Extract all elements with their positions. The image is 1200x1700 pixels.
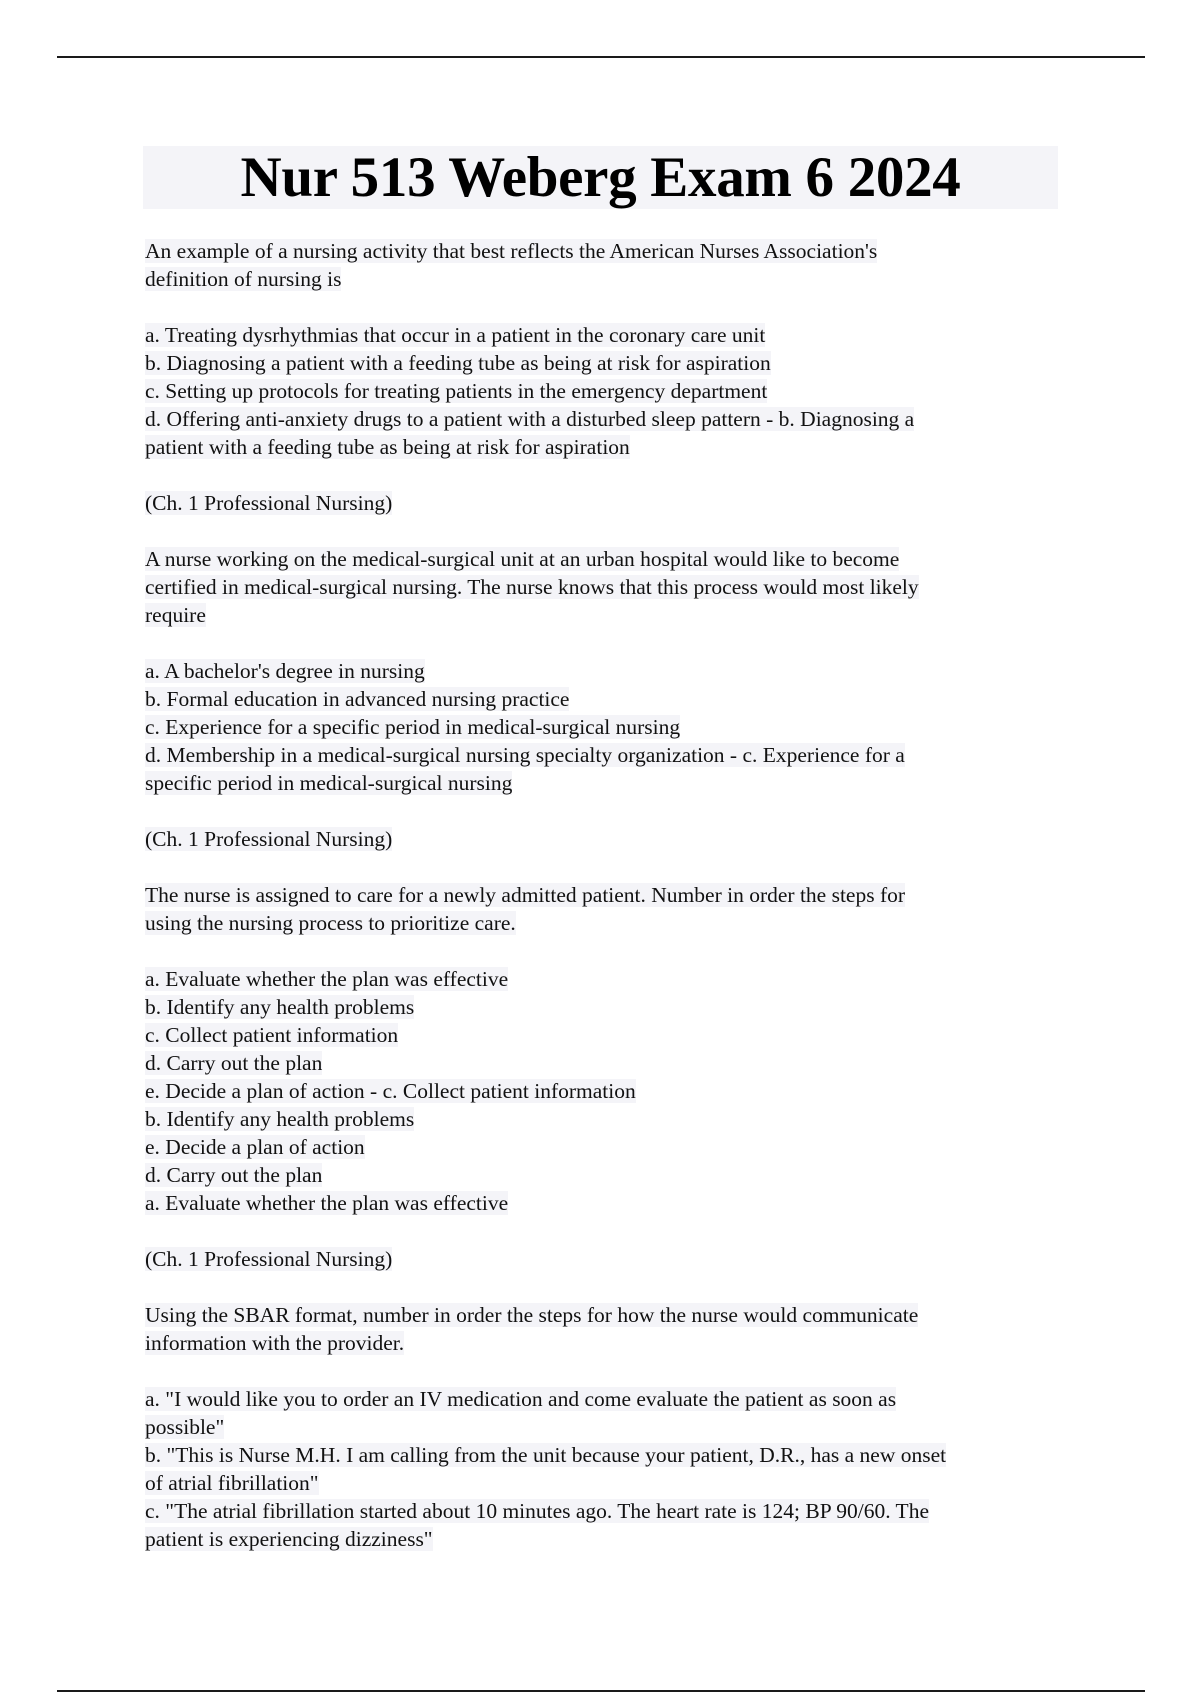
text-line [145, 1525, 1060, 1553]
text-line-content: b. Diagnosing a patient with a feeding tube as being at risk for aspiration [145, 351, 771, 375]
text-line-content: Using the SBAR format, number in order the steps for how the nurse would communicate [145, 1303, 919, 1327]
text-line-content: (Ch. 1 Professional Nursing) [145, 827, 393, 851]
text-line [145, 433, 1060, 461]
text-line [145, 405, 1060, 433]
text-line-content: e. Decide a plan of action - c. Collect patient information [145, 1079, 636, 1103]
text-line-content: (Ch. 1 Professional Nursing) [145, 491, 393, 515]
text-block [145, 1245, 1060, 1273]
text-line [145, 601, 1060, 629]
text-line [145, 573, 1060, 601]
text-line [145, 349, 1060, 377]
text-block [145, 237, 1060, 293]
text-line-content: a. A bachelor's degree in nursing [145, 659, 425, 683]
text-line [145, 1105, 1060, 1133]
text-line [145, 685, 1060, 713]
text-block [145, 545, 1060, 629]
text-line-content: patient is experiencing dizziness" [145, 1527, 433, 1551]
text-block [145, 321, 1060, 461]
text-line-content: b. "This is Nurse M.H. I am calling from the unit because your patient, D.R., has a new onset [145, 1443, 947, 1467]
text-line-content: a. Evaluate whether the plan was effective [145, 1191, 509, 1215]
text-line [145, 1441, 1060, 1469]
text-line [145, 489, 1060, 517]
text-line-content: a. Evaluate whether the plan was effective [145, 967, 509, 991]
text-block [145, 489, 1060, 517]
text-line [145, 769, 1060, 797]
text-line [145, 657, 1060, 685]
text-line [145, 1301, 1060, 1329]
text-line [145, 1021, 1060, 1049]
text-line [145, 1133, 1060, 1161]
text-line-content: b. Identify any health problems [145, 1107, 415, 1131]
text-line-content: d. Carry out the plan [145, 1051, 323, 1075]
text-line-content: patient with a feeding tube as being at risk for aspiration [145, 435, 630, 459]
text-line [145, 713, 1060, 741]
text-block [145, 881, 1060, 937]
top-rule [57, 56, 1145, 58]
text-line [145, 825, 1060, 853]
text-line-content: A nurse working on the medical-surgical unit at an urban hospital would like to become [145, 547, 900, 571]
text-line [145, 545, 1060, 573]
text-line-content: c. Experience for a specific period in medical-surgical nursing [145, 715, 681, 739]
text-line-content: c. Collect patient information [145, 1023, 399, 1047]
text-line [145, 1077, 1060, 1105]
text-line-content: information with the provider. [145, 1331, 405, 1355]
text-line [145, 965, 1060, 993]
text-line-content: certified in medical-surgical nursing. The nurse knows that this process would most likely [145, 575, 919, 599]
text-line [145, 321, 1060, 349]
text-line-content: The nurse is assigned to care for a newly admitted patient. Number in order the steps for [145, 883, 906, 907]
text-block [145, 965, 1060, 1217]
text-line-content: d. Offering anti-anxiety drugs to a patient with a disturbed sleep pattern - b. Diagnosing a [145, 407, 915, 431]
text-line [145, 881, 1060, 909]
text-line-content: c. "The atrial fibrillation started about 10 minutes ago. The heart rate is 124; BP 90/60. The [145, 1499, 929, 1523]
text-line [145, 741, 1060, 769]
text-line [145, 1329, 1060, 1357]
bottom-rule [57, 1690, 1145, 1692]
text-line-content: a. "I would like you to order an IV medication and come evaluate the patient as soon as [145, 1387, 897, 1411]
text-line-content: e. Decide a plan of action [145, 1135, 365, 1159]
text-line [145, 265, 1060, 293]
text-line [145, 1245, 1060, 1273]
text-line [145, 1413, 1060, 1441]
title-band [143, 146, 1058, 209]
text-line-content: d. Membership in a medical-surgical nursing specialty organization - c. Experience for a [145, 743, 905, 767]
text-line [145, 1049, 1060, 1077]
text-line [145, 993, 1060, 1021]
text-line [145, 1497, 1060, 1525]
document-body [145, 237, 1060, 1581]
document-title: Nur 513 Weberg Exam 6 2024 [240, 146, 961, 209]
text-line-content: definition of nursing is [145, 267, 342, 291]
text-line-content: An example of a nursing activity that best reflects the American Nurses Association's [145, 239, 878, 263]
text-line-content: a. Treating dysrhythmias that occur in a patient in the coronary care unit [145, 323, 766, 347]
text-block [145, 657, 1060, 797]
text-line [145, 237, 1060, 265]
text-line-content: using the nursing process to prioritize care. [145, 911, 516, 935]
text-line [145, 1161, 1060, 1189]
text-line [145, 909, 1060, 937]
text-line-content: specific period in medical-surgical nursing [145, 771, 513, 795]
text-line-content: of atrial fibrillation" [145, 1471, 319, 1495]
text-block [145, 825, 1060, 853]
text-line [145, 1385, 1060, 1413]
text-line-content: d. Carry out the plan [145, 1163, 323, 1187]
text-line [145, 1189, 1060, 1217]
text-line [145, 377, 1060, 405]
text-line-content: b. Formal education in advanced nursing practice [145, 687, 570, 711]
text-line-content: require [145, 603, 206, 627]
text-block [145, 1385, 1060, 1553]
text-line [145, 1469, 1060, 1497]
text-line-content: possible" [145, 1415, 225, 1439]
text-block [145, 1301, 1060, 1357]
text-line-content: c. Setting up protocols for treating patients in the emergency department [145, 379, 768, 403]
text-line-content: b. Identify any health problems [145, 995, 415, 1019]
text-line-content: (Ch. 1 Professional Nursing) [145, 1247, 393, 1271]
